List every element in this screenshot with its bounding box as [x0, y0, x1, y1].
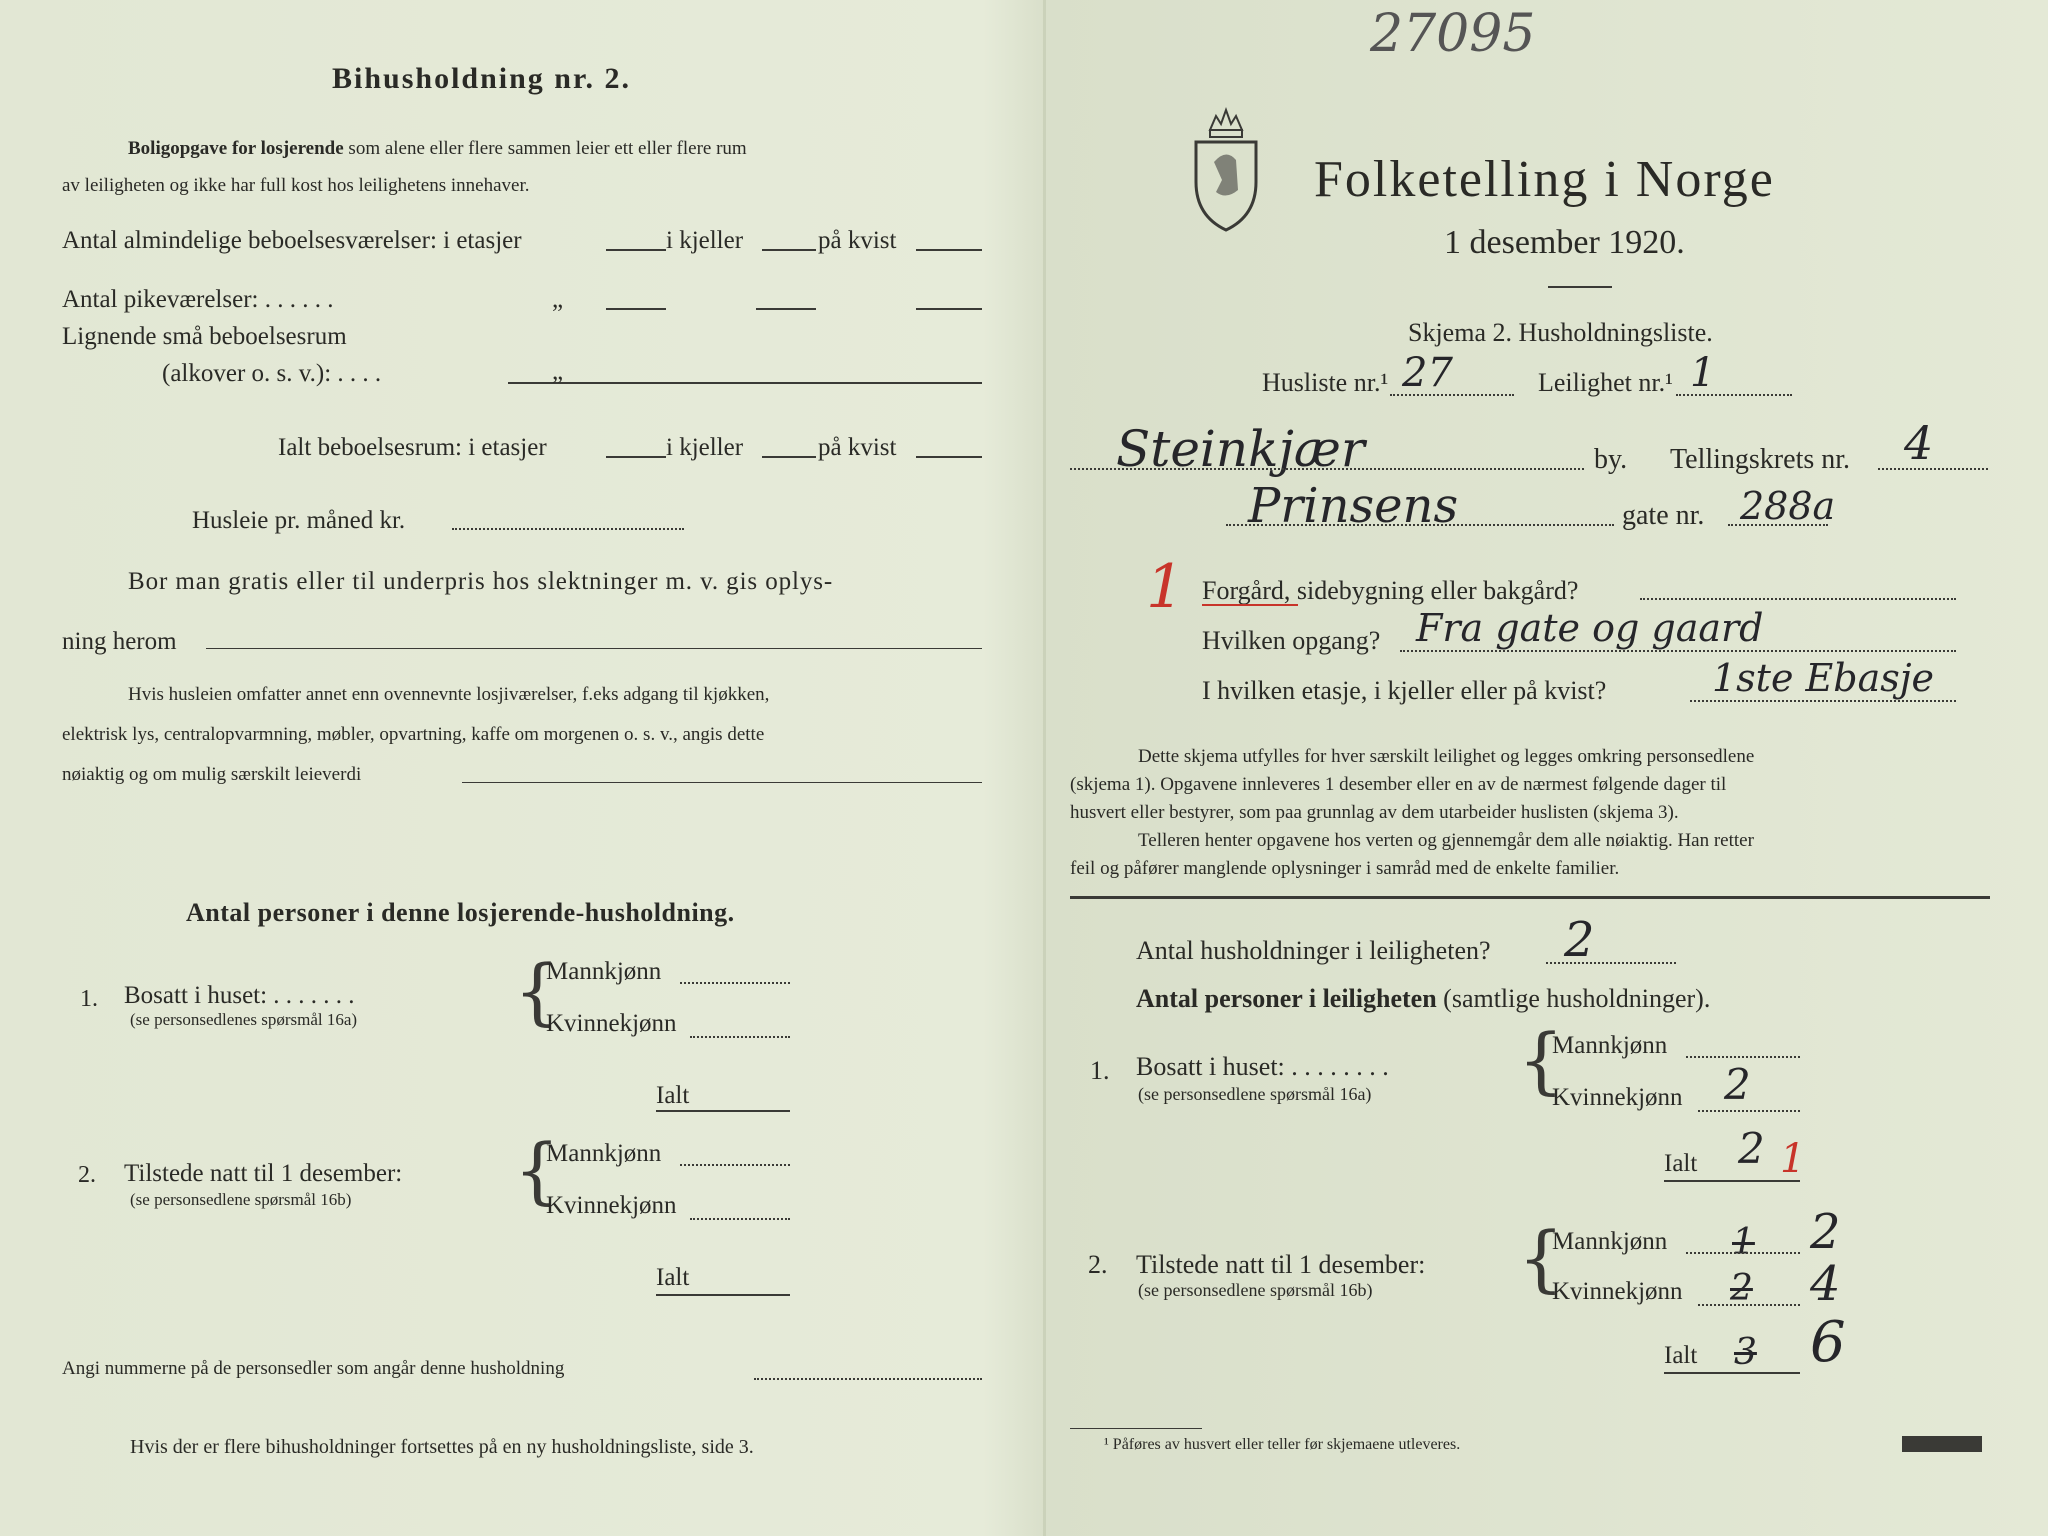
right-q1-ialt-struck: 1 — [1780, 1136, 1806, 1182]
right-q2-sub: (se personsedlene spørsmål 16b) — [1138, 1280, 1373, 1300]
right-q2-mann: Mannkjønn — [1552, 1228, 1668, 1255]
row-alm-label: Antal almindelige beboelsesværelser: i etasjer — [62, 227, 522, 254]
right-q1-mann-field[interactable] — [1686, 1056, 1800, 1058]
archive-number: 27095 — [1370, 4, 1536, 64]
ialt-kvist-label: på kvist — [818, 434, 897, 461]
left-q1-kvinne-field[interactable] — [690, 1036, 790, 1038]
alm-kjeller-label: i kjeller — [666, 227, 744, 254]
left-q2-brace: { — [514, 1128, 560, 1212]
antal-pers-line — [1136, 984, 1710, 1014]
krets-value: 4 — [1904, 416, 1934, 470]
para1-line-c: husvert eller bestyrer, som paa grunnlag av dem utarbeider huslisten (skjema 3). — [1070, 802, 1679, 823]
left-q2-mann-field[interactable] — [680, 1164, 790, 1166]
ialt-kjeller-field[interactable] — [762, 456, 816, 458]
husliste-value: 27 — [1402, 350, 1453, 396]
right-q2-brace: { — [1518, 1216, 1564, 1300]
lign-ditto-line — [508, 382, 982, 384]
alm-kvist-label: på kvist — [818, 227, 897, 254]
form-date: 1 desember 1920. — [1444, 224, 1685, 261]
right-q2-ialt-field[interactable] — [1664, 1372, 1800, 1374]
right-q1-brace: { — [1518, 1018, 1564, 1102]
left-q1-ialt-field[interactable] — [656, 1110, 790, 1112]
left-q2-sub: (se personsedlene spørsmål 16b) — [130, 1190, 352, 1209]
page-fold — [1043, 0, 1046, 1536]
left-q1-mann: Mannkjønn — [546, 958, 662, 985]
intro-rest: som alene eller flere sammen leier ett eller flere rum — [348, 138, 747, 159]
row-pike-label: Antal pikeværelser: . . . . . . — [62, 286, 334, 313]
pike-ditto: „ — [552, 286, 564, 313]
antal-pers-rest: (samtlige husholdninger). — [1443, 984, 1711, 1013]
right-q1-ialt: Ialt — [1664, 1150, 1698, 1177]
husliste-label: Husliste nr.¹ — [1262, 368, 1389, 397]
right-q2-ialt-value: 6 — [1810, 1310, 1846, 1375]
intro-line-2: av leiligheten og ikke har full kost hos leilighetens innehaver. — [62, 175, 530, 196]
antal-hush-field[interactable] — [1546, 962, 1676, 964]
pike-kvist-field[interactable] — [916, 308, 982, 310]
ialt-row-label: Ialt beboelsesrum: i etasjer — [278, 434, 547, 461]
left-q1-sub: (se personsedlenes spørsmål 16a) — [130, 1010, 358, 1029]
left-antal-heading: Antal personer i denne losjerende-husholdning. — [186, 898, 735, 927]
gate-field[interactable] — [1226, 524, 1614, 526]
right-q2-mann-struck: 1 — [1732, 1222, 1755, 1263]
antal-pers-bold: Antal personer i leiligheten — [1136, 984, 1437, 1013]
printer-stamp — [1902, 1436, 1982, 1452]
left-q2-num: 2. — [78, 1162, 96, 1188]
left-q2-label: Tilstede natt til 1 desember: — [124, 1160, 403, 1187]
leilighet-label: Leilighet nr.¹ — [1538, 368, 1673, 397]
right-q2-mann-field[interactable] — [1686, 1252, 1800, 1254]
ialt-etasjer-field[interactable] — [606, 456, 666, 458]
right-q2-ialt-struck: 3 — [1734, 1332, 1757, 1373]
footnote-rule — [1070, 1428, 1202, 1429]
antal-hush-label: Antal husholdninger i leiligheten? — [1136, 936, 1491, 965]
hvis-line-3: nøiaktig og om mulig særskilt leieverdi — [62, 764, 362, 785]
left-q2-mann: Mannkjønn — [546, 1140, 662, 1167]
right-q2-kvinne-value: 4 — [1810, 1256, 1841, 1312]
left-q2-ialt-field[interactable] — [656, 1294, 790, 1296]
opgang-value: Fra gate og gaard — [1416, 606, 1764, 650]
bor-line-1: Bor man gratis eller til underpris hos slektninger m. v. gis oplys- — [128, 568, 834, 595]
hvis-line-2: elektrisk lys, centralopvarmning, møbler, opvartning, kaffe om morgenen o. s. v., angis dette — [62, 724, 765, 745]
opgang-field[interactable] — [1400, 650, 1956, 652]
forgaard-field[interactable] — [1640, 598, 1956, 600]
section-rule — [1070, 896, 1990, 899]
coat-of-arms-icon — [1186, 104, 1266, 234]
husliste-field[interactable] — [1390, 394, 1514, 396]
red-mark: 1 — [1146, 552, 1185, 622]
bor-line-2: ning herom — [62, 628, 177, 655]
leieverdi-field[interactable] — [462, 782, 982, 783]
left-footer: Hvis der er flere bihusholdninger fortsettes på en ny husholdningsliste, side 3. — [130, 1436, 754, 1458]
left-q1-brace: { — [514, 949, 560, 1033]
leilighet-field[interactable] — [1676, 394, 1792, 396]
right-q1-label: Bosatt i huset: . . . . . . . . — [1136, 1052, 1389, 1081]
pike-kjeller-field[interactable] — [756, 308, 816, 310]
left-q1-kvinne: Kvinnekjønn — [546, 1010, 677, 1037]
ialt-kvist-field[interactable] — [916, 456, 982, 458]
angi-label: Angi nummerne på de personsedler som angår denne husholdning — [62, 1358, 565, 1379]
intro-line-1 — [128, 138, 747, 160]
footnote: ¹ Påføres av husvert eller teller før skjemaene utleveres. — [1104, 1436, 1461, 1453]
right-q2-kvinne-field[interactable] — [1698, 1304, 1800, 1306]
intro-bold: Boligopgave for losjerende — [128, 138, 344, 159]
right-q2-kvinne: Kvinnekjønn — [1552, 1278, 1683, 1305]
row-lign-label-1: Lignende små beboelsesrum — [62, 323, 347, 350]
alm-kvist-field[interactable] — [916, 249, 982, 251]
leilighet-value: 1 — [1690, 350, 1716, 396]
right-q2-num: 2. — [1088, 1250, 1108, 1279]
etasje-label: I hvilken etasje, i kjeller eller på kvist? — [1202, 676, 1607, 705]
by-label: by. — [1594, 444, 1628, 475]
gate-label: gate nr. — [1622, 500, 1705, 531]
alm-kjeller-field[interactable] — [762, 249, 816, 251]
right-q1-sub: (se personsedlene spørsmål 16a) — [1138, 1084, 1372, 1104]
krets-label: Tellingskrets nr. — [1670, 444, 1851, 475]
husleie-label: Husleie pr. måned kr. — [192, 507, 406, 534]
forgaard-label: Forgård, sidebygning eller bakgård? — [1202, 576, 1579, 605]
forgaard-underline — [1202, 604, 1298, 606]
para2-line-b: feil og påfører manglende oplysninger i samråd med de enkelte familier. — [1070, 858, 1620, 879]
right-q2-mann-value: 2 — [1810, 1204, 1841, 1260]
row-lign-label-2: (alkover o. s. v.): . . . . — [162, 360, 382, 387]
by-value: Steinkjær — [1116, 420, 1365, 478]
para2-line-a: Telleren henter opgavene hos verten og gjennemgår dem alle nøiaktig. Han retter — [1138, 830, 1754, 851]
etasje-field[interactable] — [1690, 700, 1956, 702]
krets-field[interactable] — [1878, 468, 1988, 470]
ialt-kjeller-label: i kjeller — [666, 434, 744, 461]
gate-nr-value: 288a — [1740, 484, 1836, 528]
antal-hush-value: 2 — [1564, 912, 1595, 968]
title-rule — [1548, 286, 1612, 288]
opgang-label: Hvilken opgang? — [1202, 626, 1381, 655]
para1-line-a: Dette skjema utfylles for hver særskilt leilighet og legges omkring personsedlene — [1138, 746, 1755, 767]
left-q2-kvinne: Kvinnekjønn — [546, 1192, 677, 1219]
left-q2-kvinne-field[interactable] — [690, 1218, 790, 1220]
gate-nr-field[interactable] — [1728, 524, 1828, 526]
left-q1-num: 1. — [80, 986, 98, 1012]
right-q2-kvinne-struck: 2 — [1730, 1268, 1753, 1309]
right-q1-kvinne-value: 2 — [1724, 1060, 1751, 1109]
right-q1-ialt-value: 2 — [1738, 1124, 1765, 1173]
para1-line-b: (skjema 1). Opgavene innleveres 1 desember eller en av de nærmest følgende dager til — [1070, 774, 1727, 795]
left-q1-label: Bosatt i huset: . . . . . . . — [124, 982, 355, 1009]
right-q1-kvinne: Kvinnekjønn — [1552, 1084, 1683, 1111]
bor-field[interactable] — [206, 648, 982, 649]
husleie-field[interactable] — [452, 528, 684, 530]
right-q1-num: 1. — [1090, 1056, 1110, 1085]
form-title: Folketelling i Norge — [1314, 151, 1775, 208]
right-q2-label: Tilstede natt til 1 desember: — [1136, 1250, 1426, 1279]
left-q1-ialt: Ialt — [656, 1082, 690, 1109]
hvis-line-1: Hvis husleien omfatter annet enn ovennevnte losjiværelser, f.eks adgang til kjøkken, — [128, 684, 770, 705]
etasje-value: 1ste Ebasje — [1712, 656, 1935, 700]
right-q1-ialt-field[interactable] — [1664, 1180, 1800, 1182]
left-title: Bihusholdning nr. 2. — [332, 62, 632, 95]
by-field[interactable] — [1070, 468, 1584, 470]
angi-field[interactable] — [754, 1378, 982, 1380]
right-q2-ialt: Ialt — [1664, 1342, 1698, 1369]
gate-value: Prinsens — [1248, 478, 1459, 534]
alm-etasjer-field[interactable] — [606, 249, 666, 251]
lign-ditto: „ — [552, 358, 564, 385]
left-q2-ialt: Ialt — [656, 1264, 690, 1291]
pike-etasjer-field[interactable] — [606, 308, 666, 310]
right-q1-kvinne-field[interactable] — [1698, 1110, 1800, 1112]
left-q1-mann-field[interactable] — [680, 982, 790, 984]
right-q1-mann: Mannkjønn — [1552, 1032, 1668, 1059]
skjema-label: Skjema 2. Husholdningsliste. — [1408, 318, 1713, 347]
